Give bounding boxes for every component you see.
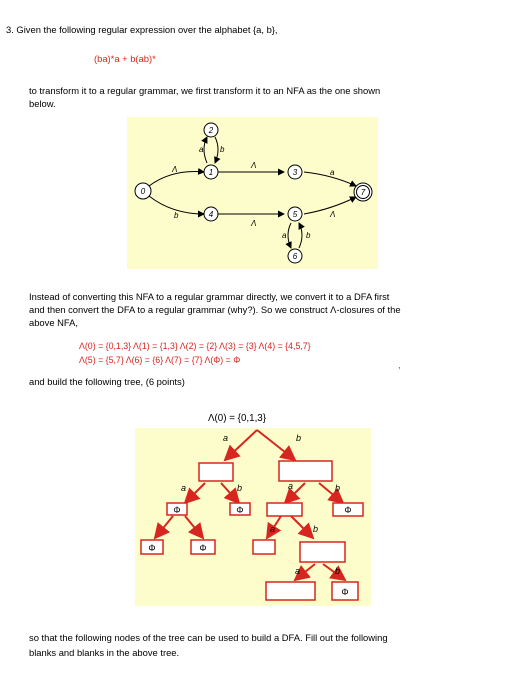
build-tree-text: and build the following tree, (6 points) [29,376,185,387]
tree-box-B[interactable] [279,461,332,481]
svg-text:6: 6 [292,252,298,261]
state-1 [204,165,218,179]
edge-label-0-1: Λ [172,165,178,174]
dfa-tree [135,428,371,606]
tree-edge-phi1-a [155,516,173,538]
edge-6-5 [299,223,302,248]
transform-text-line2: below. [29,98,56,109]
tree-label-root-b: b [296,433,302,443]
instead-text-line1: Instead of converting this NFA to a regular grammar directly, we convert it to a DFA first [29,291,390,302]
tree-label-B-b: b [335,483,341,493]
tree-label-A-a: a [181,483,187,493]
tree-label-F-b: b [335,566,341,576]
tree-label-B-a: a [288,481,294,491]
state-0 [135,183,151,199]
tree-root-label: Λ(0) = {0,1,3} [208,413,267,424]
edge-label-5-6: a [282,231,287,240]
tree-edge-root-a [225,430,257,460]
state-2 [204,123,218,137]
tree-box-G[interactable] [266,582,315,600]
tree-phi-label-1: Φ [173,505,181,515]
tree-edge-D-b [291,516,313,538]
nfa-diagram [127,117,378,269]
tree-edge-F-b [323,564,345,580]
instead-text-line3: above NFA, [29,317,78,328]
edge-label-3-7: a [330,168,335,177]
tree-phi-label-2: Φ [236,505,244,515]
footer-line2: blanks and blanks in the above tree. [29,647,180,658]
tree-label-root-a: a [223,433,229,443]
tree-edge-phi1-b [185,516,203,538]
tree-phi-label-6: Φ [341,587,349,597]
tree-box-D[interactable] [267,503,302,516]
svg-text:3: 3 [292,168,298,177]
tree-panel [135,428,371,606]
svg-text:0: 0 [140,187,146,196]
tree-phi-label-4: Φ [148,543,156,553]
edge-2-1 [215,137,218,163]
state-7-final [354,183,372,201]
regex-expression: (ba)*a + b(ab)* [94,53,156,64]
tree-label-A-b: b [237,483,243,493]
closures-line1: Λ(0) = {0,1,3} Λ(1) = {1,3} Λ(2) = {2} Λ(3) = {3} Λ(4) = {4,5,7} [79,341,311,351]
svg-text:1: 1 [208,168,214,177]
tree-label-D-b: b [313,524,319,534]
state-5 [288,207,302,221]
tree-phi-label-5: Φ [199,543,207,553]
state-4 [204,207,218,221]
tree-label-F-a: a [295,566,301,576]
closures-line2: Λ(5) = {5,7} Λ(6) = {6} Λ(7) = {7} Λ(Φ) = Φ [79,355,241,365]
edge-label-0-4: b [174,211,179,220]
edge-label-1-3: Λ [251,161,257,170]
tree-box-A[interactable] [199,463,233,481]
tree-edge-A-a [185,483,205,503]
svg-text:5: 5 [292,210,298,219]
tree-box-F[interactable] [300,542,345,562]
transform-text-line1: to transform it to a regular grammar, we first transform it to an NFA as the one shown [29,85,381,96]
tree-box-E[interactable] [253,540,275,554]
instead-text-line2: and then convert the DFA to a regular grammar (why?). So we construct Λ-closures of the [29,304,401,315]
tree-edge-root-b [257,430,295,460]
edge-label-5-7: Λ [330,210,336,219]
tree-label-D-a: a [270,524,276,534]
edge-label-1-2: a [199,145,204,154]
svg-text:2: 2 [208,126,214,135]
state-6 [288,249,302,263]
edge-1-2 [204,137,207,163]
question-intro: 3. Given the following regular expression over the alphabet {a, b}, [6,24,278,35]
edge-5-6 [288,223,291,248]
closures-dot: , [398,359,401,370]
footer-line1: so that the following nodes of the tree can be used to build a DFA. Fill out the following [29,632,388,643]
state-3 [288,165,302,179]
edge-label-6-5: b [306,231,311,240]
edge-label-2-1: b [220,145,225,154]
svg-text:7: 7 [360,188,366,197]
nfa-diagram-panel [127,117,378,269]
edge-label-4-5: Λ [251,219,257,228]
svg-text:4: 4 [208,210,214,219]
tree-phi-label-3: Φ [344,505,352,515]
